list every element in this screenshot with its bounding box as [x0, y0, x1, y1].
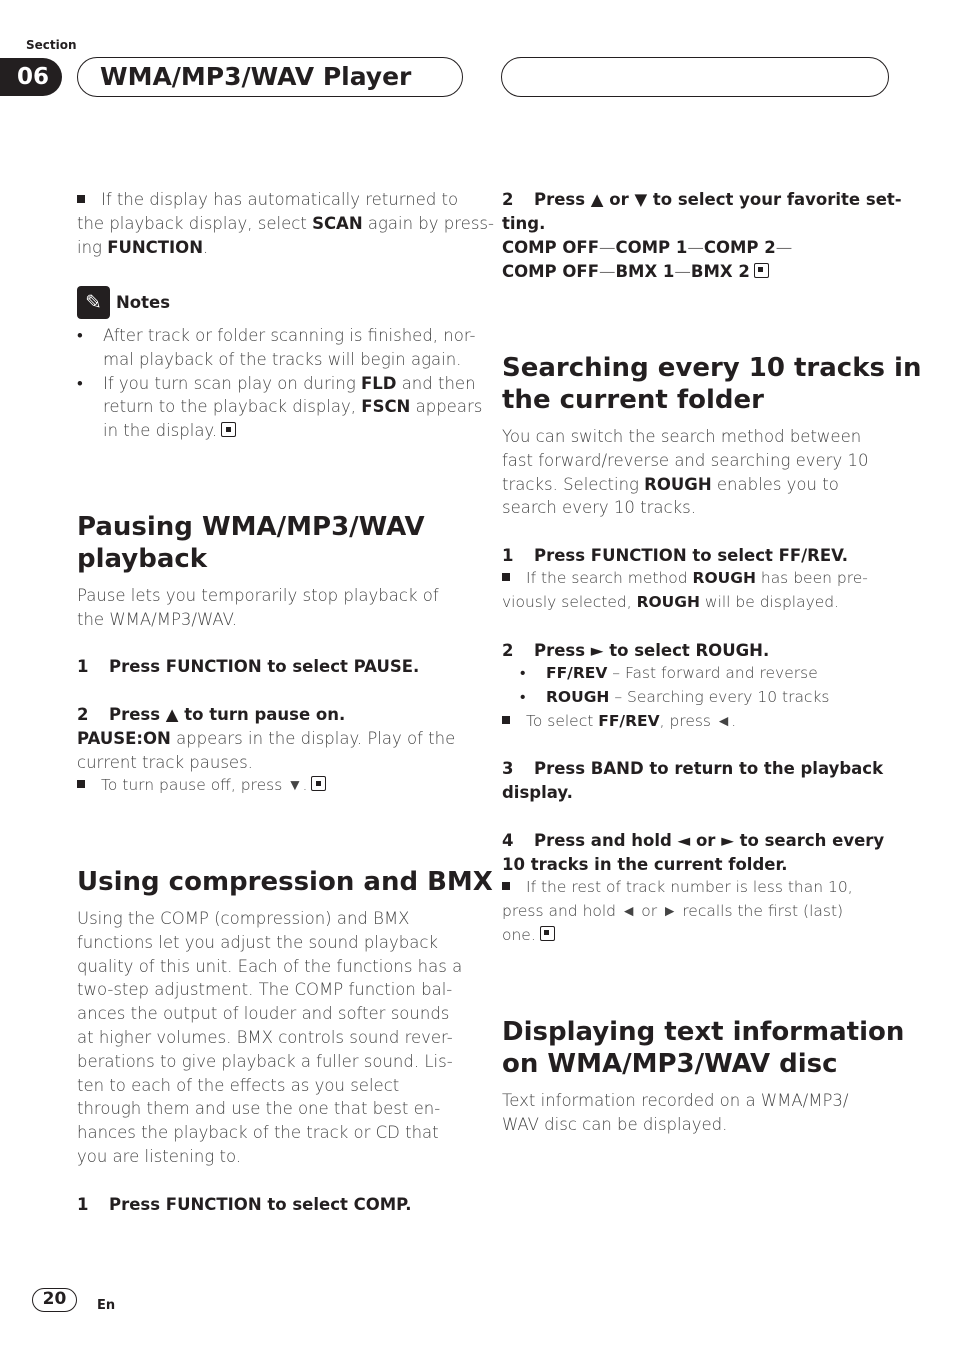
pause-off-note: To turn pause off, press ▼.	[77, 774, 326, 798]
heading-searching: Searching every 10 tracks in the current folder	[502, 353, 922, 415]
note-item-cont: mal playback of the tracks will begin again.	[103, 349, 462, 369]
search-options	[520, 662, 830, 710]
pause-on-text: PAUSE:ON appears in the display. Play of the current track pauses.	[77, 729, 456, 772]
compression-body: Using the COMP (compression) and BMX functions let you adjust the sound playback quality of this unit. Each of the functions has a two-step adjustment. The COMP function bal- ances the output of louder and softer sounds at higher volumes. BMX controls sound rever- berations to give playback a fuller sound. Lis- ten to each of the effects as you select through them and use the one that best en- hances the playback of the track or CD that you are listening to.	[77, 909, 463, 1166]
end-mark-icon	[754, 263, 769, 278]
square-bullet-icon	[502, 882, 510, 890]
note-item: • After track or folder scanning is finished, nor-	[77, 326, 476, 345]
square-bullet-icon	[77, 780, 85, 788]
square-bullet-icon	[77, 195, 85, 203]
option-item: • ROUGH – Searching every 10 tracks	[520, 687, 830, 706]
heading-displaying-text: Displaying text information on WMA/MP3/WAV disc	[502, 1017, 905, 1079]
scan-note: If the display has automatically returned to the playback display, select SCAN again by press- ing FUNCTION.	[77, 190, 494, 257]
search-step-4: 4 Press and hold ◄ or ► to search every 10 tracks in the current folder.	[502, 831, 885, 874]
end-mark-icon	[540, 926, 555, 941]
language-label: En	[97, 1298, 116, 1313]
search-step-2: 2 Press ► to select ROUGH.	[502, 641, 770, 660]
text-info-body: Text information recorded on a WMA/MP3/ WAV disc can be displayed.	[502, 1091, 849, 1134]
end-mark-icon	[221, 422, 236, 437]
search-intro: You can switch the search method between fast forward/reverse and searching every 10 tracks. Selecting ROUGH enables you to search every 10 tracks.	[502, 427, 869, 518]
heading-pausing: Pausing WMA/MP3/WAV playback	[77, 512, 425, 574]
option-item: • FF/REV – Fast forward and reverse	[520, 664, 818, 682]
square-bullet-icon	[502, 716, 510, 724]
search-step-4-note: If the rest of track number is less than 10, press and hold ◄ or ► recalls the first (last) one.	[502, 878, 853, 944]
heading-compression: Using compression and BMX	[77, 867, 493, 897]
pause-step-1: 1 Press FUNCTION to select PAUSE.	[77, 657, 420, 676]
section-number-badge: 06	[0, 58, 62, 96]
end-mark-icon	[311, 776, 326, 791]
pencil-icon: ✎	[77, 286, 110, 319]
notes-list: • After track or folder scanning is finished, nor- mal playback of the tracks will begin again. • If you turn scan play on during FLD and then return to the playback display, FSCN appears in the display.	[77, 326, 483, 441]
comp-step-1: 1 Press FUNCTION to select COMP.	[77, 1195, 412, 1214]
section-label: Section	[26, 38, 77, 52]
search-step-1-note: If the search method ROUGH has been pre- viously selected, ROUGH will be displayed.	[502, 569, 868, 611]
pause-intro: Pause lets you temporarily stop playback of the WMA/MP3/WAV.	[77, 586, 439, 629]
page-title: WMA/MP3/WAV Player	[100, 62, 412, 91]
pause-step-2: 2 Press ▲ to turn pause on.	[77, 705, 346, 724]
square-bullet-icon	[502, 573, 510, 581]
comp-step-2: 2 Press ▲ or ▼ to select your favorite set- ting.	[502, 190, 902, 233]
notes-header: ✎ Notes	[77, 286, 170, 319]
page-number: 20	[32, 1288, 77, 1312]
search-step-3: 3 Press BAND to return to the playback display.	[502, 759, 884, 802]
empty-title-frame	[501, 57, 889, 97]
search-step-2-note: To select FF/REV, press ◄.	[502, 710, 736, 734]
note-item: • If you turn scan play on during FLD and then	[77, 373, 476, 393]
comp-sequence: COMP OFF—COMP 1—COMP 2— COMP OFF—BMX 1—BMX 2	[502, 238, 793, 281]
search-step-1: 1 Press FUNCTION to select FF/REV.	[502, 546, 849, 565]
